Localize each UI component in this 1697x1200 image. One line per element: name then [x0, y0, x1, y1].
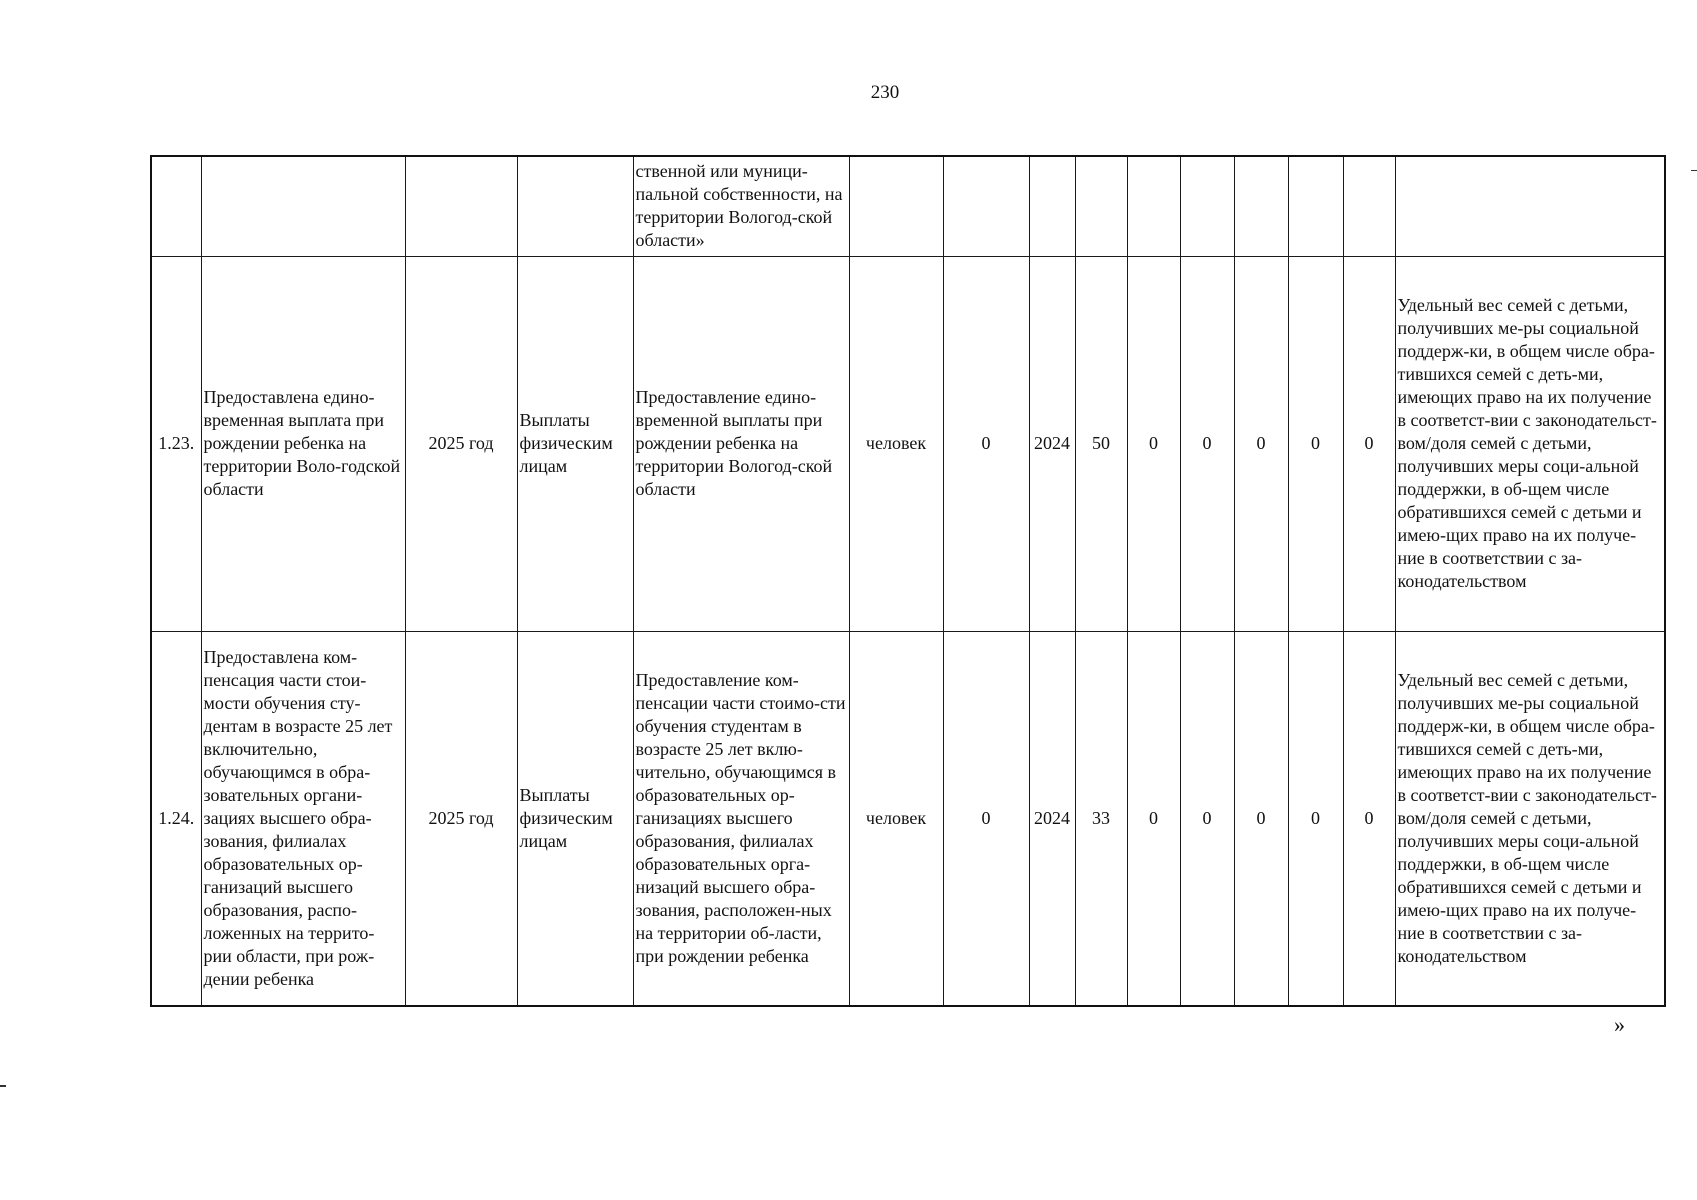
- cell-type: [517, 156, 633, 256]
- cell-v3: 0: [1180, 631, 1234, 1006]
- cell-unit: [849, 156, 943, 256]
- cell-deadline: [405, 156, 517, 256]
- cell-v6: [1343, 156, 1395, 256]
- cell-v2: 0: [1127, 631, 1180, 1006]
- cell-description: Предоставление едино-временной выплаты при рождении ребенка на территории Вологод-ской области: [633, 256, 849, 631]
- cell-v4: 0: [1234, 631, 1288, 1006]
- cell-v1: 50: [1075, 256, 1127, 631]
- cell-type: Выплаты физическим лицам: [517, 256, 633, 631]
- cell-base-value: 0: [943, 631, 1029, 1006]
- cell-v1: 33: [1075, 631, 1127, 1006]
- cell-v5: 0: [1288, 631, 1343, 1006]
- cell-base-year: 2024: [1029, 631, 1075, 1006]
- table-row: [151, 256, 1665, 631]
- cell-description: ственной или муници-пальной собственности, на территории Вологод-ской области»: [633, 156, 849, 256]
- cell-description: Предоставление ком-пенсации части стоимо-сти обучения студентам в возрасте 25 лет вклю-чительно, обучающимся в образовательных ор-ганизациях высшего образования, филиалах образовательных орга-низаций высшего обра-зования, расположен-ных на территории об-ласти, при рождении ребенка: [633, 631, 849, 1006]
- cell-indicator: Удельный вес семей с детьми, получивших ме-ры социальной поддерж-ки, в общем числе обра-тившихся семей с деть-ми, имеющих право на их получение в соответст-вии с законодательст-вом/доля семей с детьми, получивших меры соци-альной поддержки, в об-щем числе обратившихся семей с детьми и имею-щих право на их получе-ние в соответствии с за-конодательством: [1395, 256, 1665, 631]
- table-row: [151, 631, 1665, 1006]
- cell-v2: 0: [1127, 256, 1180, 631]
- cell-base-year: 2024: [1029, 256, 1075, 631]
- cell-v4: [1234, 156, 1288, 256]
- cell-v4: 0: [1234, 256, 1288, 631]
- cell-v2: [1127, 156, 1180, 256]
- cell-v3: 0: [1180, 256, 1234, 631]
- cell-indicator: Удельный вес семей с детьми, получивших ме-ры социальной поддерж-ки, в общем числе обра-тившихся семей с деть-ми, имеющих право на их получение в соответст-вии с законодательст-вом/доля семей с детьми, получивших меры соци-альной поддержки, в об-щем числе обратившихся семей с детьми и имею-щих право на их получе-ние в соответствии с за-конодательством: [1395, 631, 1665, 1006]
- cell-indicator: [1395, 156, 1665, 256]
- cell-v5: [1288, 156, 1343, 256]
- cell-deadline: 2025 год: [405, 631, 517, 1006]
- cell-base-value: [943, 156, 1029, 256]
- scan-edge-mark: [0, 1085, 6, 1087]
- cell-unit: человек: [849, 631, 943, 1006]
- cell-v5: 0: [1288, 256, 1343, 631]
- cell-deadline: 2025 год: [405, 256, 517, 631]
- closing-quote: »: [1614, 1012, 1625, 1037]
- project-results-table: [150, 155, 1666, 1007]
- scan-edge-mark: [1691, 170, 1697, 171]
- cell-result: Предоставлена ком-пенсация части стои-мости обучения сту-дентам в возрасте 25 лет включительно, обучающимся в обра-зовательных органи-зациях высшего обра-зования, филиалах образовательных ор-ганизаций высшего образования, распо-ложенных на террито-рии области, при рож-дении ребенка: [201, 631, 405, 1006]
- page-number: 230: [870, 82, 900, 103]
- cell-v1: [1075, 156, 1127, 256]
- table-row-continuation: [151, 156, 1665, 256]
- cell-base-year: [1029, 156, 1075, 256]
- cell-v6: 0: [1343, 631, 1395, 1006]
- cell-unit: человек: [849, 256, 943, 631]
- cell-base-value: 0: [943, 256, 1029, 631]
- cell-num: 1.24.: [151, 631, 201, 1006]
- cell-v6: 0: [1343, 256, 1395, 631]
- cell-result: [201, 156, 405, 256]
- cell-num: [151, 156, 201, 256]
- cell-v3: [1180, 156, 1234, 256]
- cell-num: 1.23.: [151, 256, 201, 631]
- cell-result: Предоставлена едино-временная выплата при рождении ребенка на территории Воло-годской области: [201, 256, 405, 631]
- cell-type: Выплаты физическим лицам: [517, 631, 633, 1006]
